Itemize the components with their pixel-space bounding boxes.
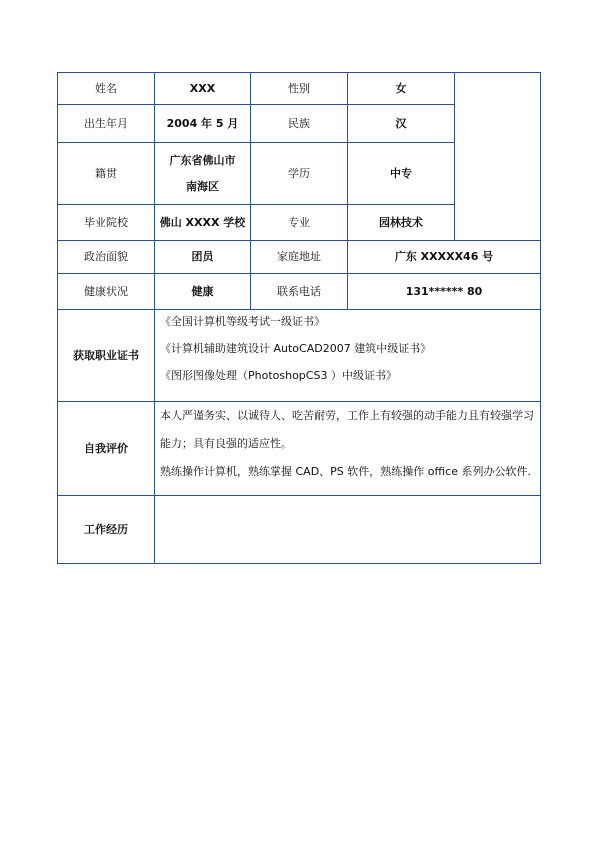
address-label: 家庭地址 <box>251 241 348 274</box>
self-eval-line: 能力；具有良强的适应性。 <box>160 437 292 450</box>
photo-box <box>455 73 541 241</box>
education-label: 学历 <box>251 143 348 205</box>
self-eval-label: 自我评价 <box>58 402 155 496</box>
resume-table <box>57 72 541 564</box>
phone-label: 联系电话 <box>251 274 348 310</box>
native-value-line1: 广东省佛山市 <box>169 154 236 168</box>
certificates-cell <box>155 310 541 402</box>
political-value: 团员 <box>155 241 251 274</box>
certificate-item: 《全国计算机等级考试一级证书》 <box>160 315 325 328</box>
ethnicity-value: 汉 <box>348 105 455 143</box>
major-label: 专业 <box>251 205 348 241</box>
gender-label: 性别 <box>251 73 348 105</box>
self-eval-line: 本人严谨务实、以诚待人、吃苦耐劳，工作上有较强的动手能力且有较强学习 <box>160 409 534 422</box>
native-value <box>155 143 251 205</box>
native-value-line2: 南海区 <box>186 179 219 193</box>
phone-value: 131****** 80 <box>348 274 541 310</box>
major-value: 园林技术 <box>348 205 455 241</box>
birth-label: 出生年月 <box>58 105 155 143</box>
certificates-label: 获取职业证书 <box>58 310 155 402</box>
name-value: XXX <box>155 73 251 105</box>
gender-value: 女 <box>348 73 455 105</box>
native-label: 籍贯 <box>58 143 155 205</box>
self-eval-line: 熟练操作计算机，熟练掌握 CAD、PS 软件，熟练操作 office 系列办公软件. <box>160 465 531 478</box>
address-value: 广东 XXXXX46 号 <box>348 241 541 274</box>
school-value: 佛山 XXXX 学校 <box>155 205 251 241</box>
certificate-item: 《计算机辅助建筑设计 AutoCAD2007 建筑中级证书》 <box>160 342 432 355</box>
health-label: 健康状况 <box>58 274 155 310</box>
work-label: 工作经历 <box>58 496 155 564</box>
education-value: 中专 <box>348 143 455 205</box>
birth-value: 2004 年 5 月 <box>155 105 251 143</box>
certificate-item: 《图形图像处理（PhotoshopCS3 ）中级证书》 <box>160 369 397 382</box>
ethnicity-label: 民族 <box>251 105 348 143</box>
name-label: 姓名 <box>58 73 155 105</box>
school-label: 毕业院校 <box>58 205 155 241</box>
health-value: 健康 <box>155 274 251 310</box>
work-value <box>155 496 541 564</box>
self-eval-cell <box>155 402 541 496</box>
political-label: 政治面貌 <box>58 241 155 274</box>
